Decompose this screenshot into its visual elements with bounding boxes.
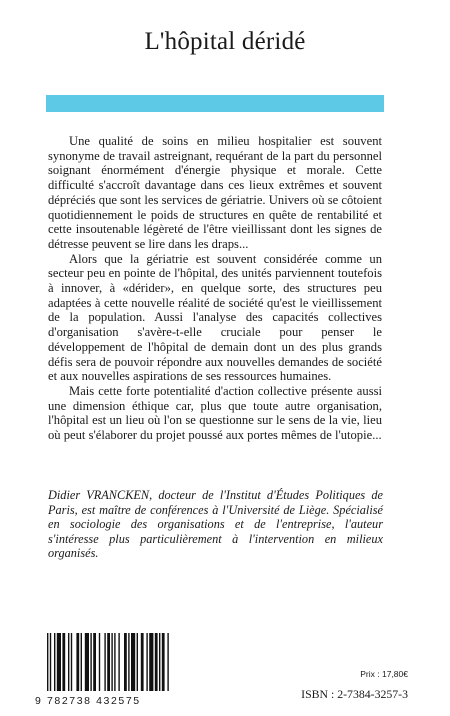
paragraph-2: Alors que la gériatrie est souvent considérée comme un secteur peu en pointe de l'hôpital, des unités parviennent toutefois à innover, à «dérider», en quelque sorte, des structures peu adaptées à cette nouvelle réalité de société qu'est le vieillissement de la population. Aussi l'analyse des capacités collectives d'organisation s'avère-t-elle cruciale pour penser le développement de l'hôpital de demain dont un des plus grands défis sera de pouvoir répondre aux nouvelles demandes de société et aux nouvelles aspirations de ses ressources humaines. (48, 251, 382, 384)
back-cover-text (48, 134, 382, 443)
barcode (35, 633, 205, 708)
author-bio (48, 488, 383, 561)
barcode-bars (35, 633, 205, 695)
book-title: L'hôpital déridé (144, 28, 306, 55)
author-bio-text: Didier VRANCKEN, docteur de l'Institut d'Études Politiques de Paris, est maître de conférences à l'Université de Liège. Spécialisé en sociologie des organisations et de l'entreprise, l'auteur s'intéresse plus particulièrement à l'intervention en milieux organisés. (48, 488, 383, 560)
price-label: Prix : 17,80€ (360, 669, 408, 679)
paragraph-1: Une qualité de soins en milieu hospitalier est souvent synonyme de travail astreignant, requérant de la part du personnel soignant énormément d'énergie physique et morale. Cette difficulté s'accroît davantage dans ces lieux extrêmes et souvent dépréciés que sont les services de gériatrie. Univers où se côtoient quotidiennement le poids de structures en quête de rentabilité et cette insoutenable légèreté de l'être vieillissant dont les signes de détresse peuvent se lire dans les draps... (48, 134, 382, 251)
barcode-digits: 9 782738 432575 (35, 695, 141, 707)
isbn-label: ISBN : 2-7384-3257-3 (301, 687, 408, 701)
paragraph-3: Mais cette forte potentialité d'action collective présente aussi une dimension éthique car, plus que toute autre organisation, l'hôpital est un lieu où l'on se questionne sur le sens de la vie, lieu où peut s'élaborer du projet poussé aux portes mêmes de l'utopie... (48, 383, 382, 443)
accent-bar (46, 95, 384, 112)
